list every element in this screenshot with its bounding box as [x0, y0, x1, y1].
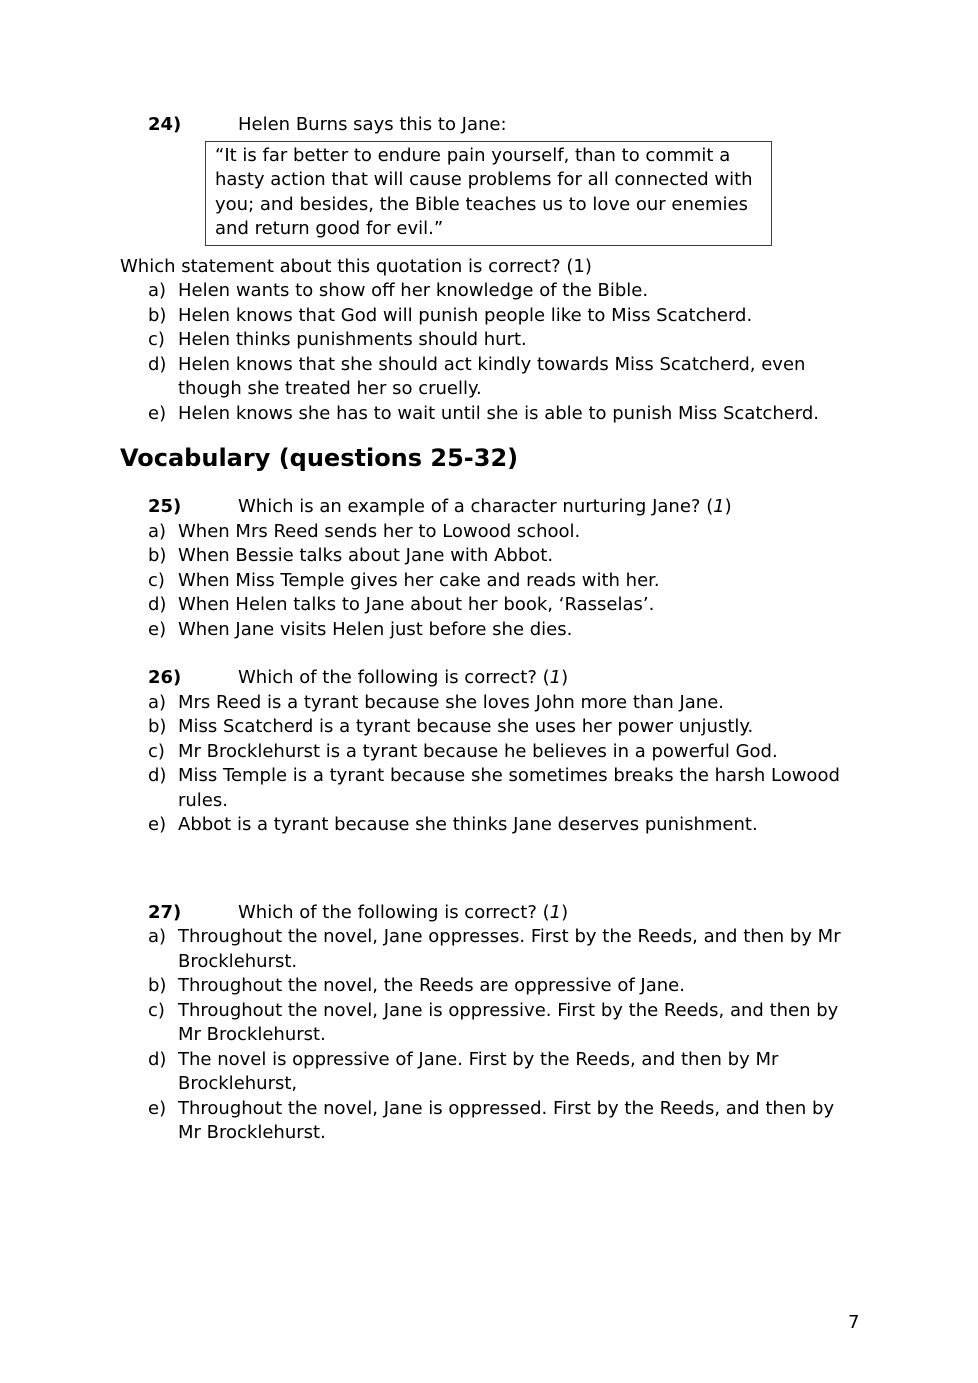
option-row [148, 813, 853, 838]
question-27-options [120, 925, 860, 1146]
option-text: When Jane visits Helen just before she dies. [178, 618, 573, 640]
option-text: Throughout the novel, the Reeds are oppressive of Jane. [178, 975, 685, 996]
option-text: Mr Brocklehurst is a tyrant because he believes in a powerful God. [178, 740, 778, 762]
question-25-stem: Which is an example of a character nurturing Jane? (1) [238, 496, 732, 517]
question-26-stem: Which of the following is correct? (1) [238, 667, 569, 688]
option-label: d) [148, 765, 167, 786]
option-text: Miss Scatcherd is a tyrant because she uses her power unjustly. [178, 716, 754, 737]
quotation-text: “It is far better to endure pain yourself, than to commit a hasty action that will cause problems for all connected with you; and besides, the Bible teaches us to love our enemies and return good for evil.” [215, 144, 753, 239]
option-text: Helen knows she has to wait until she is able to punish Miss Scatcherd. [178, 402, 820, 424]
question-27 [120, 901, 860, 1146]
option-label: c) [148, 999, 165, 1021]
question-25-options [120, 520, 860, 643]
mark-allocation: (1) [542, 901, 569, 923]
option-row [148, 328, 853, 353]
option-row [148, 999, 853, 1048]
option-label: b) [148, 545, 167, 566]
option-text: When Helen talks to Jane about her book, ‘Rasselas’. [178, 594, 655, 615]
option-row [148, 691, 853, 716]
option-text: Mrs Reed is a tyrant because she loves John more than Jane. [178, 691, 725, 713]
option-row [148, 1048, 853, 1097]
question-24-lead: Helen Burns says this to Jane: [238, 114, 507, 135]
option-row [148, 1097, 853, 1146]
question-26-number: 26) [148, 667, 182, 688]
option-row [148, 544, 853, 569]
option-text: When Bessie talks about Jane with Abbot. [178, 545, 554, 566]
option-text: Throughout the novel, Jane is oppressed. First by the Reeds, and then by Mr Brocklehurst. [178, 1097, 835, 1143]
option-text: Abbot is a tyrant because she thinks Jane deserves punishment. [178, 814, 758, 835]
question-26-options [120, 691, 860, 838]
option-text: Helen knows that she should act kindly towards Miss Scatcherd, even though she treated her so cruelly. [178, 353, 806, 399]
mark-allocation: (1) [706, 496, 732, 517]
option-row [148, 740, 853, 765]
option-label: a) [148, 691, 167, 713]
question-25 [120, 495, 860, 642]
option-text: Helen thinks punishments should hurt. [178, 329, 527, 350]
option-row [148, 279, 853, 304]
question-26-header [148, 666, 860, 691]
question-24-stem: Which statement about this quotation is correct? (1) [120, 255, 592, 277]
question-26 [120, 666, 860, 838]
option-row [148, 593, 853, 618]
option-label: a) [148, 926, 167, 947]
question-25-number: 25) [148, 496, 182, 517]
option-row [148, 974, 853, 999]
question-27-number: 27) [148, 901, 182, 923]
option-text: When Miss Temple gives her cake and reads with her. [178, 569, 660, 591]
option-row [148, 925, 853, 974]
quotation-box [205, 141, 772, 246]
question-27-header [148, 901, 860, 926]
option-text: Helen wants to show off her knowledge of the Bible. [178, 280, 649, 301]
question-24-number: 24) [148, 114, 182, 135]
section-heading: Vocabulary (questions 25-32) [120, 444, 519, 472]
option-row [148, 618, 853, 643]
mark-allocation: (1) [542, 667, 569, 688]
option-row [148, 715, 853, 740]
option-row [148, 353, 853, 402]
option-label: a) [148, 280, 167, 301]
option-text: The novel is oppressive of Jane. First by the Reeds, and then by Mr Brocklehurst, [178, 1048, 779, 1094]
page-number: 7 [848, 1312, 860, 1333]
option-label: e) [148, 618, 167, 640]
option-row [148, 304, 853, 329]
option-label: e) [148, 402, 167, 424]
option-label: b) [148, 304, 167, 326]
option-text: Throughout the novel, Jane oppresses. First by the Reeds, and then by Mr Brocklehurst. [178, 926, 841, 972]
question-24-header [148, 113, 860, 138]
option-row [148, 402, 853, 427]
option-text: When Mrs Reed sends her to Lowood school. [178, 520, 581, 542]
option-label: c) [148, 569, 165, 591]
option-label: c) [148, 329, 165, 350]
option-text: Miss Temple is a tyrant because she sometimes breaks the harsh Lowood rules. [178, 765, 840, 811]
question-25-header [148, 495, 860, 520]
option-label: c) [148, 740, 165, 762]
option-row [148, 764, 853, 813]
option-label: a) [148, 520, 167, 542]
option-label: b) [148, 716, 167, 737]
option-label: d) [148, 353, 167, 375]
option-text: Throughout the novel, Jane is oppressive. First by the Reeds, and then by Mr Brocklehurst. [178, 999, 839, 1045]
option-label: e) [148, 1097, 167, 1119]
option-label: b) [148, 975, 167, 996]
option-row [148, 520, 853, 545]
option-label: e) [148, 814, 167, 835]
option-label: d) [148, 1048, 167, 1070]
option-label: d) [148, 594, 167, 615]
option-row [148, 569, 853, 594]
question-24-options [120, 279, 860, 426]
option-text: Helen knows that God will punish people like to Miss Scatcherd. [178, 304, 753, 326]
question-27-stem: Which of the following is correct? (1) [238, 901, 569, 923]
